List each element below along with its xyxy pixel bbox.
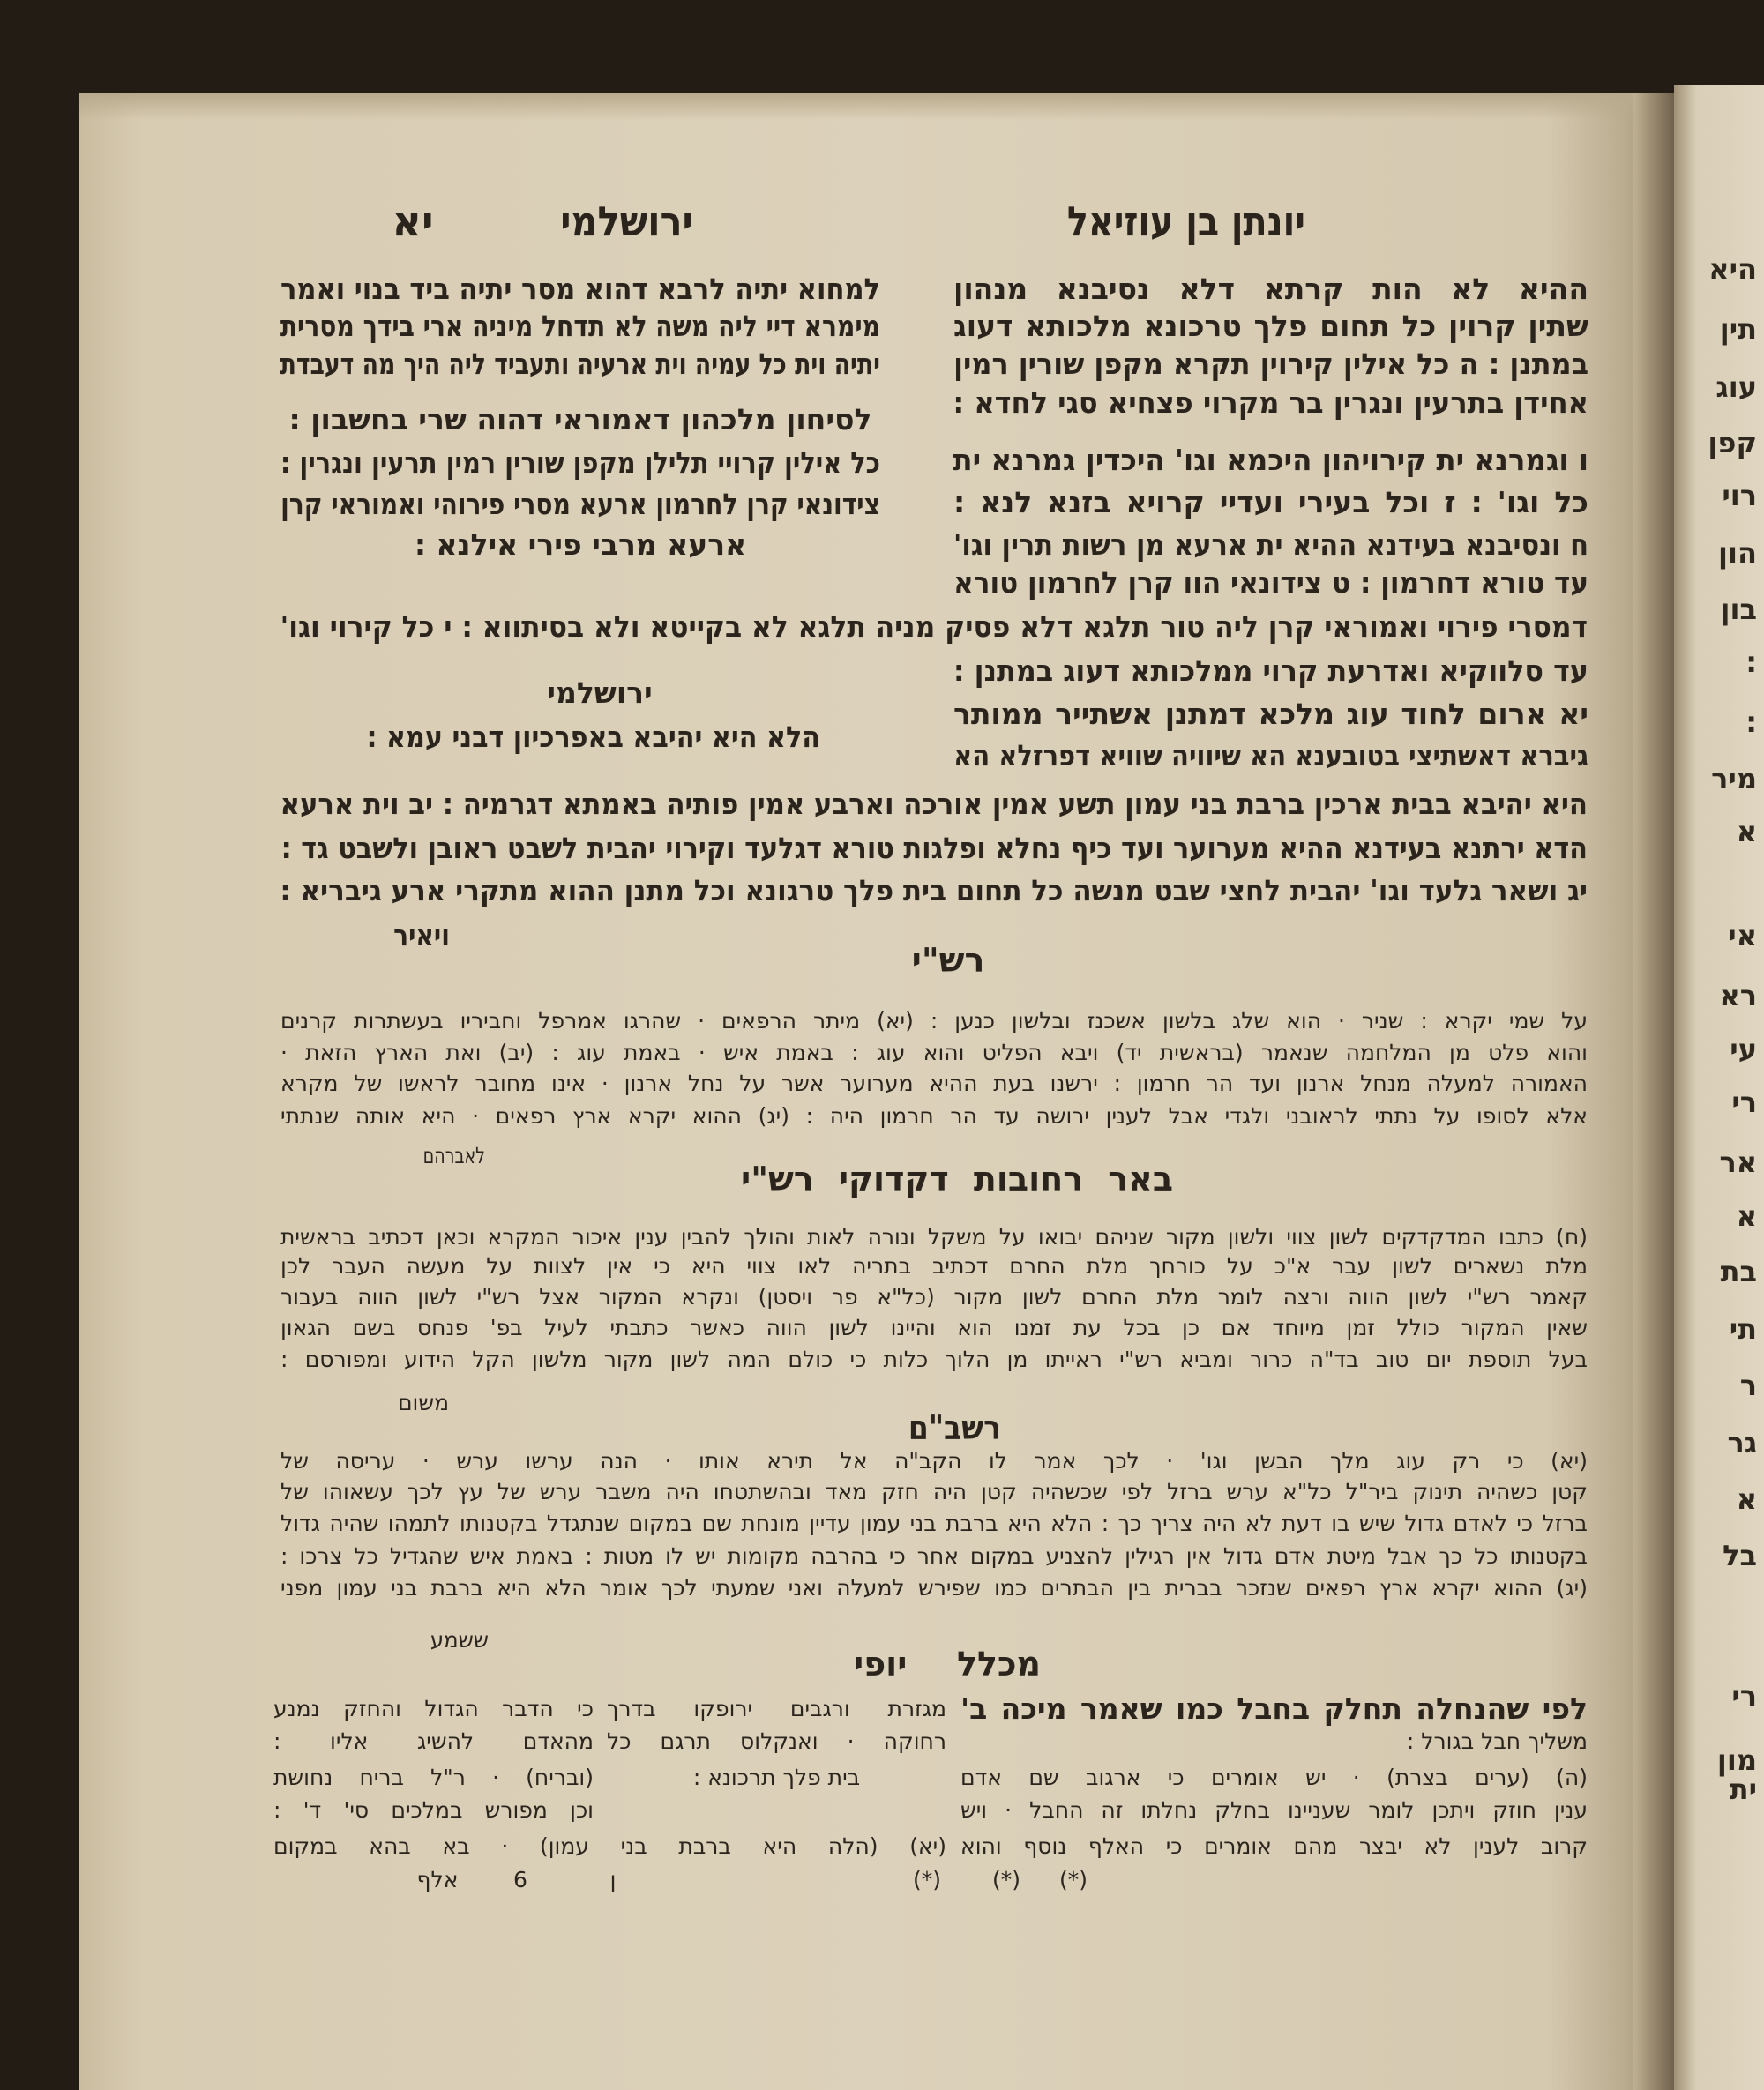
next-page-fragment: אי [1728,919,1757,952]
targum-yerushalmi-line: לסיחון מלכהון דאמוראי דהוה שרי בחשבון : [288,402,872,437]
page-number: יא [392,198,434,245]
next-page-fragment: אר [1719,1146,1757,1179]
targum-line: גיברא דאשתיצי בטובענא הא שיוויה שוויא דפרזלא הא [953,738,1588,773]
rashbam-line: ברזל כי לאדם גדול שיש בו דעת לא היה צריך כך : הלא היא ברבת בני עמון עדיין מונחת שם במקום שנתגדל בקטנותו לתמהו שהיה גדול [280,1511,1588,1536]
targum-line: יא ארום לחוד עוג מלכא דמתנן אשתייר ממותר [953,697,1588,731]
next-page-fragment: : [1745,646,1757,679]
targum-yerushalmi-line: ארעא מרבי פירי אילנא : [414,527,747,562]
michlal-yofi-line: משליך חבל בגורל : [1406,1728,1588,1754]
targum-line: דמסרי פירוי ואמוראי קרן ליה טור תלגא דלא פסיק מניה תלגא לא בקייטא ולא בסיתווא : י כל קירוי וגו' [280,609,1588,644]
michlal-yofi-title: מכלל יופי [854,1645,1041,1683]
targum-yonatan-line: עד טורא דחרמון : ט צידונאי הוו קרן לחרמון טורא [953,565,1588,600]
rashi-line: האמורה למעלה מנחל ארנון ועד הר חרמון : ירשנו בעת ההיא מערוער אשר על נחל ארנון · אינו מחובר לראשו של מקרא [280,1071,1588,1096]
targum-yonatan-line: ח ונסיבנא בעידנא ההיא ית ארעא מן רשות תרין וגו' [953,527,1588,562]
footnote-mark: (*) [991,1867,1020,1892]
next-page-fragment: רי [1731,1679,1757,1713]
beer-rechovot-line: מלת נשארים לשון עבר א"כ על כורחך מלת החרם דכתיב בתריה לאו צווי היא כי אין לצוות על מעשה העבר לכן [280,1253,1588,1279]
michlal-yofi-line: (יא) (הלה היא ברבת בני עמון) · בא בהא במקום [273,1833,946,1859]
next-page-fragment: עוג [1715,370,1757,404]
header-targum-yonatan: יונתן בן עוזיאל [1066,198,1305,245]
next-page-fragment: הון [1718,536,1757,570]
rashi-catchline: לאברהם [422,1143,485,1168]
michlal-yofi-line: קרוב לענין לא יבצר מהם אומרים כי האלף נוסף והוא [960,1833,1588,1859]
michlal-yofi-line: (ה) (ערים בצרת) · יש אומרים כי ארגוב שם אדם [960,1765,1588,1790]
next-page-fragment: היא [1708,252,1757,286]
next-page-fragment: ר [1739,1369,1757,1402]
rashbam-title: רשב"ם [908,1408,1001,1447]
michlal-yofi-line: רחוקה · ואנקלוס תרגם כל [607,1728,946,1754]
targum-yerushalmi-line: למחוא יתיה לרבא דהוא מסר יתיה ביד בנוי ואמר [280,272,880,306]
targum-yerushalmi-line: צידונאי קרן לחרמון ארעא מסרי פירוהי ואמוראי קרן [280,487,880,521]
header-yerushalmi: ירושלמי [560,198,693,245]
targum-yonatan-line: שתין קרוין כל תחום פלך טרכונא מלכותא דעוג [953,309,1588,343]
next-page-fragment: רי [1731,1086,1757,1119]
next-page-fragment: רא [1719,979,1757,1012]
next-page-fragment: בון [1720,593,1757,626]
michlal-yofi-line: לפי שהנחלה תחלק בחבל כמו שאמר מיכה ב' [960,1691,1588,1726]
rashi-title: רש"י [911,941,985,980]
next-page-fragment: א [1736,1199,1757,1233]
michlal-yofi-line: (ובריח) · ר"ל בריח נחושת [273,1765,594,1790]
rashi-line: על שמי יקרא : שניר · הוא שלג בלשון אשכנז ובלשון כנען : (יא) מיתר הרפאים · שהרגו אמרפל וחביריו בעשתרות קרנים [280,1008,1588,1034]
footer-letter: ן [609,1867,617,1892]
beer-rechovot-title: באר רחובות דקדוקי רש"י [741,1160,1173,1198]
rashbam-catchline: ששמע [430,1627,489,1653]
footnote-mark: (*) [1058,1867,1088,1892]
footnote-mark: (*) [912,1867,941,1892]
targum-line: ויאיר [393,918,450,952]
targum-yonatan-line: במתנן : ה כל אילין קירוין תקרא מקפן שורין רמין [953,347,1588,381]
targum-yerushalmi-line: יתיה וית כל עמיה וית ארעיה ותעביד ליה היך מה דעבדת [280,347,880,381]
next-page-fragment: עי [1730,1033,1757,1066]
rashbam-line: קטן כשהיה תינוק ביר"ל כל"א ערש ברזל לפי שכשהיה קטן היה חזק מאד ובהשתטחו היה משבר ערש של עץ לכך עשאוהו של [280,1479,1588,1504]
rashbam-line: בקטנותו כל כך אבל מיטת אדם גדול אין רגילין להצניע במקום אחר כי בהרבה מקומות יש לו מטות : באמת איש שהגדיל כל צרכו : [280,1543,1588,1569]
targum-line: עד סלווקיא ואדרעת קרוי ממלכותא דעוג במתנן : [953,653,1588,688]
targum-line: היא יהיבא בבית ארכין ברבת בני עמון תשע אמין אורכה וארבע אמין פותיה באמתא דגרמיה : יב וית ארעא [280,787,1588,821]
catchword: אלף [416,1867,459,1892]
michlal-yofi-line: מגזרת ורגבים ירופקו בדרך [607,1696,946,1721]
targum-line: הלא היא יהיבא באפרכיון דבני עמא : [366,720,820,754]
michlal-yofi-line: בית פלך תרכונא : [692,1765,861,1790]
next-page-fragment: בל [1723,1539,1757,1572]
next-page-fragment: ית [1729,1773,1757,1806]
next-page-fragment: מון [1716,1743,1757,1777]
next-page-fragment: א [1736,815,1757,848]
next-page-fragment: תי [1729,1312,1757,1346]
next-page-fragment: תין [1719,312,1757,346]
rashbam-line: (יג) ההוא יקרא ארץ רפאים שנזכר בברית בין הבתרים כמו שפירש למעלה ואני שמעתי לכך אומר הלא היא ברבת בני עמון מפני [280,1575,1588,1601]
targum-yerushalmi-line: כל אילין קרויי תלילן מקפן שורין רמין תרעין ונגרין : [280,445,881,480]
beer-rechovot-line: קאמר רש"י לשון הווה ורצה לומר מלת החרם לשון מקור (כל"א פר ויסטן) ונקרא המקור אצל רש"י לשון הווה בעבור [280,1284,1588,1310]
targum-yerushalmi-line: מימרא דיי ליה משה לא תדחל מיניה ארי בידך מסרית [280,309,880,343]
next-page-fragment: א [1736,1482,1757,1516]
michlal-yofi-line: מהאדם להשיג אליו : [273,1728,594,1754]
signature-mark: 6 [513,1867,527,1892]
targum-line: יג ושאר גלעד וגו' יהבית לחצי שבט מנשה כל תחום בית פלך טרגונא וכל מתנן ההוא מתקרי ארע גיבריא : [280,873,1588,907]
next-page-fragment: בת [1720,1255,1757,1288]
michlal-yofi-line: ענין חוזק ויתכן לומר שעניינו בחלק נחלתו זה החבל · ויש [960,1797,1588,1823]
next-page-fragment: גר [1727,1426,1757,1459]
michlal-yofi-line: וכן מפורש במלכים סי' ד' : [273,1797,594,1823]
book-gutter [1633,93,1674,2090]
next-page-fragment: רוי [1722,479,1757,512]
rashi-line: והוא פלט מן המלחמה שנאמר (בראשית יד) ויבא הפליט והוא עוג : באמת איש · באמת עוג : (יב) ואת הארץ הזאת · [280,1040,1588,1065]
rashi-line: אלא לסופו על נתתי לראובני ולגדי אבל לענין ירושה עד הר חרמון היה : (יג) ההוא יקרא ארץ רפאים · היא אותה שנתתי [280,1103,1588,1129]
next-page-fragment: מיר [1711,762,1757,795]
michlal-yofi-line: כי הדבר הגדול והחזק נמנע [273,1696,594,1721]
targum-yonatan-line: ההיא לא הות קרתא דלא נסיבנא מנהון [953,272,1588,306]
beer-rechovot-line: (ח) כתבו המדקדקים לשון צווי ולשון מקור שניהם יבואו על משקל ונורה לאות והולך להבין ענין איכור המקרא וכאן דכתיב בראשית [280,1224,1588,1250]
beer-rechovot-catchline: משום [397,1390,450,1415]
next-page-fragment: : [1745,705,1757,739]
targum-yonatan-line: כל וגו' : ז וכל בעירי ועדיי קרויא בזנא לנא : [953,485,1588,519]
targum-yonatan-line: אחידן בתרעין ונגרין בר מקרוי פצחיא סגי לחדא : [953,385,1588,420]
targum-line: הדא ירתנא בעידנא ההיא מערוער ועד כיף נחלא ופלגות טורא דגלעד וקירוי יהבית לשבט ראובן ולשבט גד : [280,831,1588,865]
targum-line: ירושלמי [547,676,653,710]
rashbam-line: (יא) כי רק עוג מלך הבשן וגו' · לכך אמר לו הקב"ה אל תירא אותו · הנה ערשו ערש · עריסה של [280,1448,1588,1474]
beer-rechovot-line: בעל תוספת יום טוב בד"ה כרור ומביא רש"י ראייתו מן הלוך כלות כי כולם המה לשון מקור מלשון הקל הידוע ומפורסם : [280,1347,1588,1372]
targum-yonatan-line: ו וגמרנא ית קירויהון היכמא וגו' היכדין גמרנא ית [953,443,1588,477]
beer-rechovot-line: שאין המקור כולל זמן מיוחד אם כן בכל עת זמנו הוא והיינו לשון הווה כאשר כתבתי לעיל בפ' פנחס בשם הגאון [280,1315,1588,1340]
next-page-fragment: קפן [1708,426,1757,459]
